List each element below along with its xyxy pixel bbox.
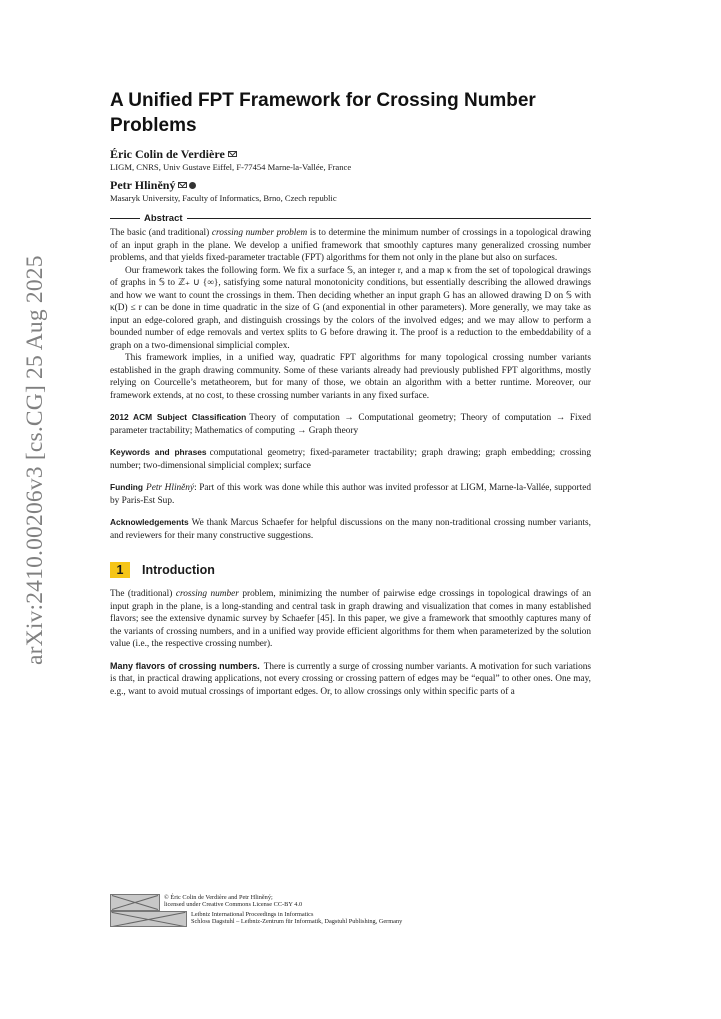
publisher-name: Schloss Dagstuhl – Leibniz-Zentrum für Informatik, Dagstuhl Publishing, Germany <box>191 918 403 926</box>
section-heading <box>110 562 591 578</box>
author-block-2 <box>110 178 591 204</box>
cc-by-license-icon[interactable] <box>110 894 160 911</box>
abstract-heading: Abstract <box>144 213 183 224</box>
arxiv-identifier: arXiv:2410.00206v3 [cs.CG] 25 Aug 2025 <box>22 255 48 665</box>
rule-divider <box>110 218 140 219</box>
license-notice: licensed under Creative Commons License CC-BY 4.0 <box>164 901 303 909</box>
section-number: 1 <box>110 562 130 578</box>
abstract-paragraph: The basic (and traditional) crossing number problem is to determine the minimum number of crossings in a topological drawing of an input graph in the plane. We develop a unified framework that smoothly captures many generalized crossing number problems, and that yields fixed-parameter tractable (FPT) algorithms for them not only in the plane but also on surfaces. <box>110 228 592 263</box>
email-icon[interactable] <box>178 182 187 188</box>
acknowledgements: Acknowledgements We thank Marcus Schaefer for helpful discussions on the many non-traditional crossing number variants, and reviewers for their many constructive suggestions. <box>110 517 591 541</box>
paper-body <box>110 88 591 698</box>
page-footer <box>110 894 402 927</box>
copyright-notice: © Éric Colin de Verdière and Petr Hliněný; <box>164 894 273 901</box>
acm-classification: 2012 ACM Subject Classification Theory of computation → Computational geometry; Theory of computation → Fixed parameter tractability; Mathematics of computing → Graph theory <box>110 412 591 436</box>
rule-divider <box>187 218 591 219</box>
keywords: Keywords and phrases computational geometry; fixed-parameter tractability; graph drawing; graph embedding; crossing number; two-dimensional simplicial complex; surface <box>110 447 591 471</box>
section-title: Introduction <box>142 563 215 577</box>
email-icon[interactable] <box>228 151 237 157</box>
intro-paragraph: The (traditional) crossing number problem, minimizing the number of pairwise edge crossings in topological drawings of an input graph in the plane, is a long-standing and central task in graph drawing and visualization that comes in many established flavors; see the extensive dynamic survey by Schaefer [45]. In this paper, we give a framework that smoothly captures many of the variants of crossing numbers, and in a unified way provide efficient algorithms for them when parameterized by the solution value (i.e., the respective crossing number). <box>110 589 591 649</box>
paper-title: A Unified FPT Framework for Crossing Number Problems <box>110 90 536 136</box>
author-affiliation: LIGM, CNRS, Univ Gustave Eiffel, F-77454 Marne-la-Vallée, France <box>110 162 352 172</box>
funding: Funding Petr Hliněný: Part of this work was done while this author was invited professor at LIGM, Marne-la-Vallée, supported by Paris-Est Sup. <box>110 482 591 506</box>
author-name: Éric Colin de Verdière <box>110 147 225 161</box>
author-affiliation: Masaryk University, Faculty of Informatics, Brno, Czech republic <box>110 193 337 203</box>
abstract-paragraph: Our framework takes the following form. We fix a surface 𝕊, an integer r, and a map κ from the set of topological drawings of graphs in 𝕊 to ℤ₊ ∪ {∞}, satisfying some natural monotonicity conditions, but essentially describing the allowed drawings and how we want to count the crossings in them. Then deciding whether an input graph G has an allowed drawing D on 𝕊 with κ(D) ≤ r can be done in time quadratic in the size of G (and exponential in other parameters). More generally, we may take as input an edge-colored graph, and distinguish crossings by the colors of the involved edges; and we may allow to perform a bounded number of edge removals and vertex splits to G before drawing it. The proof is a reduction to the embeddability of a graph on a two-dimensional simplicial complex. <box>110 265 591 351</box>
author-name: Petr Hliněný <box>110 178 176 192</box>
abstract-paragraph: This framework implies, in a unified way, quadratic FPT algorithms for many topological crossing number variants established in the graph drawing community. Some of these variants already had previously published FPT algorithms, mostly relying on Courcelle’s metatheorem, but for many of those, we obtain an algorithm with a better runtime. Moreover, our framework extends, at no cost, to these crossing number variants in any fixed surface. <box>110 353 591 401</box>
author-block-1 <box>110 147 591 173</box>
series-name: Leibniz International Proceedings in Informatics <box>191 911 314 918</box>
orcid-icon[interactable] <box>189 182 196 189</box>
lipics-logo-icon <box>110 911 187 927</box>
abstract-header <box>110 213 591 224</box>
paragraph-runin-heading: Many flavors of crossing numbers. <box>110 660 260 671</box>
intro-paragraph: Many flavors of crossing numbers. There is currently a surge of crossing number variants. A motivation for such variations is that, in practical drawing applications, not every crossing or crossing pattern of edges may be “equal” to other ones. One may, e.g., want to avoid mutual crossings of important edges. Or, to allow crossings only within specific parts of a <box>110 660 591 697</box>
